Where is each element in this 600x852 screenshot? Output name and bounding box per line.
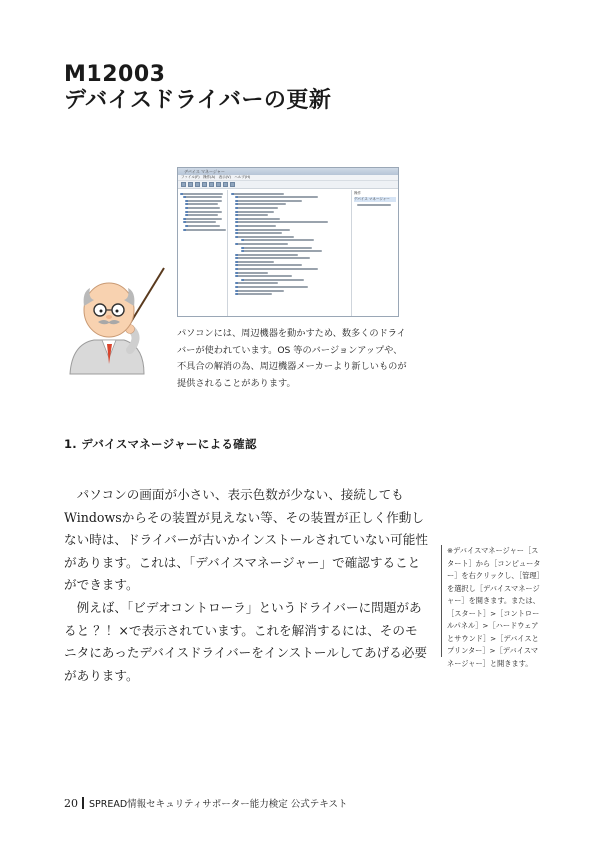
console-tree — [178, 190, 228, 316]
page-title — [64, 62, 331, 114]
figure-caption: パソコンには、周辺機器を動かすため、数多くのドライバーが使われています。OS 等のバージョンアップや、不具合の解消の為、周辺機器メーカーより新しいものが提供されることがあります。 — [177, 328, 407, 389]
footer-divider — [82, 797, 84, 809]
professor-illustration — [60, 266, 170, 378]
page-footer — [64, 796, 348, 810]
window-menubar: ファイル(F) 操作(A) 表示(V) ヘルプ(H) — [178, 175, 398, 181]
body-text — [64, 484, 428, 687]
document-title: デバイスドライバーの更新 — [64, 88, 332, 113]
device-list — [228, 190, 352, 316]
actions-pane — [352, 190, 398, 316]
section-heading: 1. デバイスマネージャーによる確認 — [64, 437, 257, 451]
page-number: 20 — [64, 796, 78, 810]
paragraph: 例えば、「ビデオコントローラ」というドライバーに問題があると ？！×で表示されています。これを解消するには、そのモニタにあったデバイスドライバーをインストールしてあげる必要があります。 — [64, 599, 427, 683]
document-code: M12003 — [64, 62, 166, 87]
actions-header: 操作 — [354, 191, 361, 195]
window-toolbar — [178, 181, 398, 189]
actions-selected: デバイス マネージャー — [354, 197, 396, 202]
book-title: SPREAD情報セキュリティサポーター能力検定 公式テキスト — [89, 799, 348, 810]
sidenote: ※デバイスマネージャー［スタート］から［コンピューター］を右クリックし、［管理］を選択し［デバイスマネージャー］を開きます。または、［スタート］>［コントロールパネル］>［ハードウェアとサウンド］>［デバイスとプリンター］>［デバイスマネージャー］と開きます。 — [441, 545, 542, 657]
paragraph: パソコンの画面が小さい、表示色数が少ない、接続してもWindowsからその装置が見えない等、その装置が正しく作動しない時は、ドライバーが古いかインストールされていない可能性があります。これは、「デバイスマネージャー」で確認することができます。 — [64, 487, 428, 593]
window-titlebar: デバイス マネージャー — [178, 168, 398, 175]
device-manager-screenshot — [177, 167, 399, 317]
